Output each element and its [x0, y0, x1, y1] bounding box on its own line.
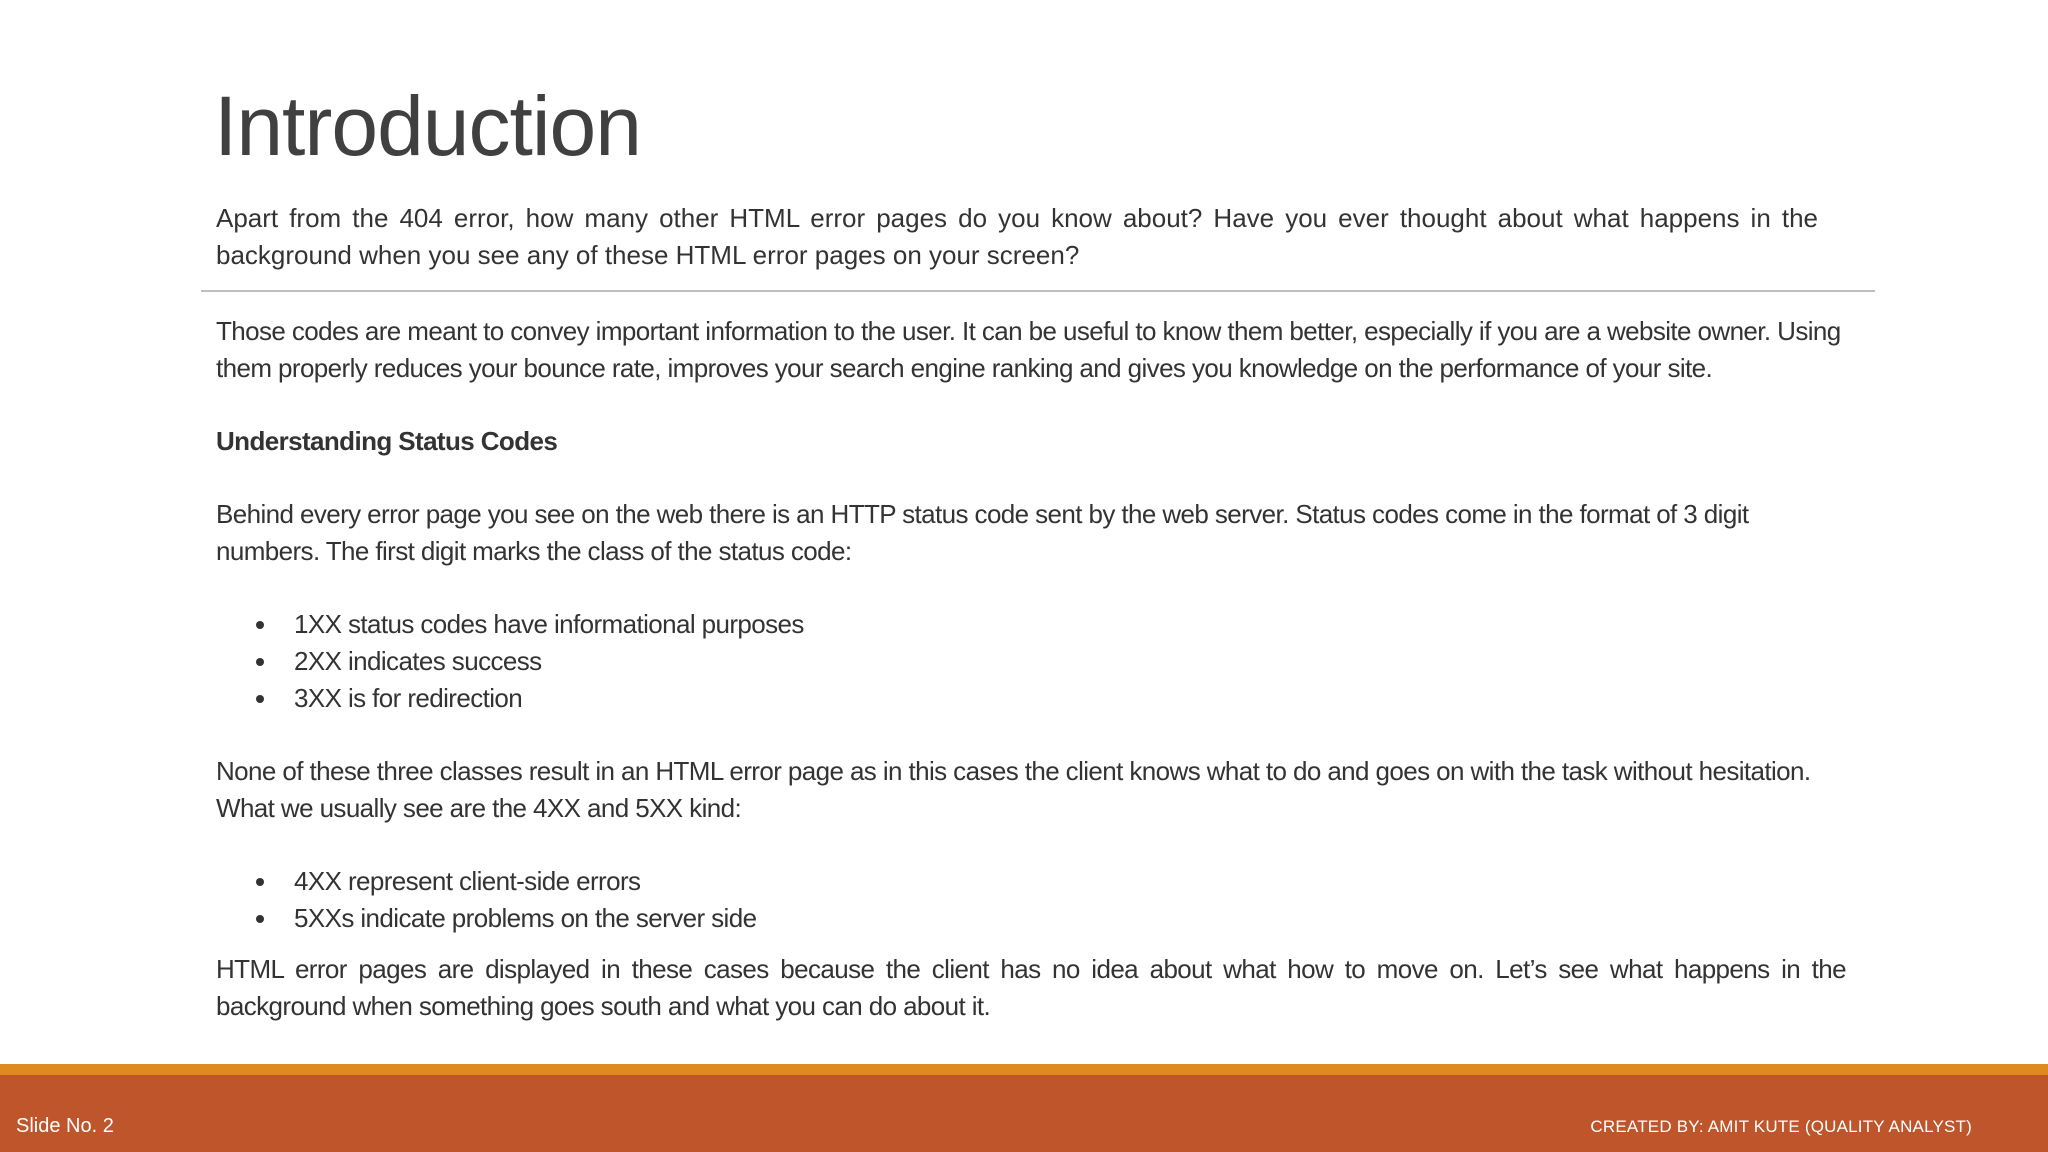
body-paragraph-4: HTML error pages are displayed in these cases because the client has no idea about what how to move on. Let’s see what happens in the background when something goes south and what you can do about it. [216, 954, 1846, 1021]
list-item: 1XX status codes have informational purposes [294, 606, 1856, 643]
bullet-icon [256, 878, 264, 886]
list-item: 4XX represent client-side errors [294, 863, 1856, 900]
intro-paragraph: Apart from the 404 error, how many other HTML error pages do you know about? Have you ever thought about what happens in the background when you see any of these HTML error pages on your screen? [216, 203, 1818, 270]
footer-bar [0, 1075, 2048, 1152]
status-class-list [216, 606, 1856, 717]
bullet-icon [256, 658, 264, 666]
bullet-icon [256, 695, 264, 703]
title-divider [201, 290, 1875, 292]
slide-number: Slide No. 2 [16, 1115, 114, 1137]
list-item: 2XX indicates success [294, 643, 1856, 680]
author-credit: CREATED BY: AMIT KUTE (QUALITY ANALYST) [1590, 1117, 1972, 1136]
list-item: 5XXs indicate problems on the server side [294, 900, 1856, 937]
bullet-icon [256, 621, 264, 629]
section-heading: Understanding Status Codes [216, 426, 558, 456]
footer-accent-stripe [0, 1064, 2048, 1075]
slide-body [216, 313, 1856, 1025]
body-paragraph-3: None of these three classes result in an HTML error page as in this cases the client knows what to do and goes on with the task without hesitation. What we usually see are the 4XX and 5XX kind: [216, 756, 1811, 823]
body-paragraph-2: Behind every error page you see on the web there is an HTTP status code sent by the web server. Status codes come in the format of 3 digit numbers. The first digit marks the class of the status code: [216, 499, 1749, 566]
error-class-list [216, 863, 1856, 937]
body-paragraph-1: Those codes are meant to convey important information to the user. It can be useful to know them better, especially if you are a website owner. Using them properly reduces your bounce rate, improves your search engine ranking and gives you knowledge on the performance of your site. [216, 316, 1841, 383]
list-item: 3XX is for redirection [294, 680, 1856, 717]
slide-title: Introduction [214, 79, 641, 173]
bullet-icon [256, 915, 264, 923]
